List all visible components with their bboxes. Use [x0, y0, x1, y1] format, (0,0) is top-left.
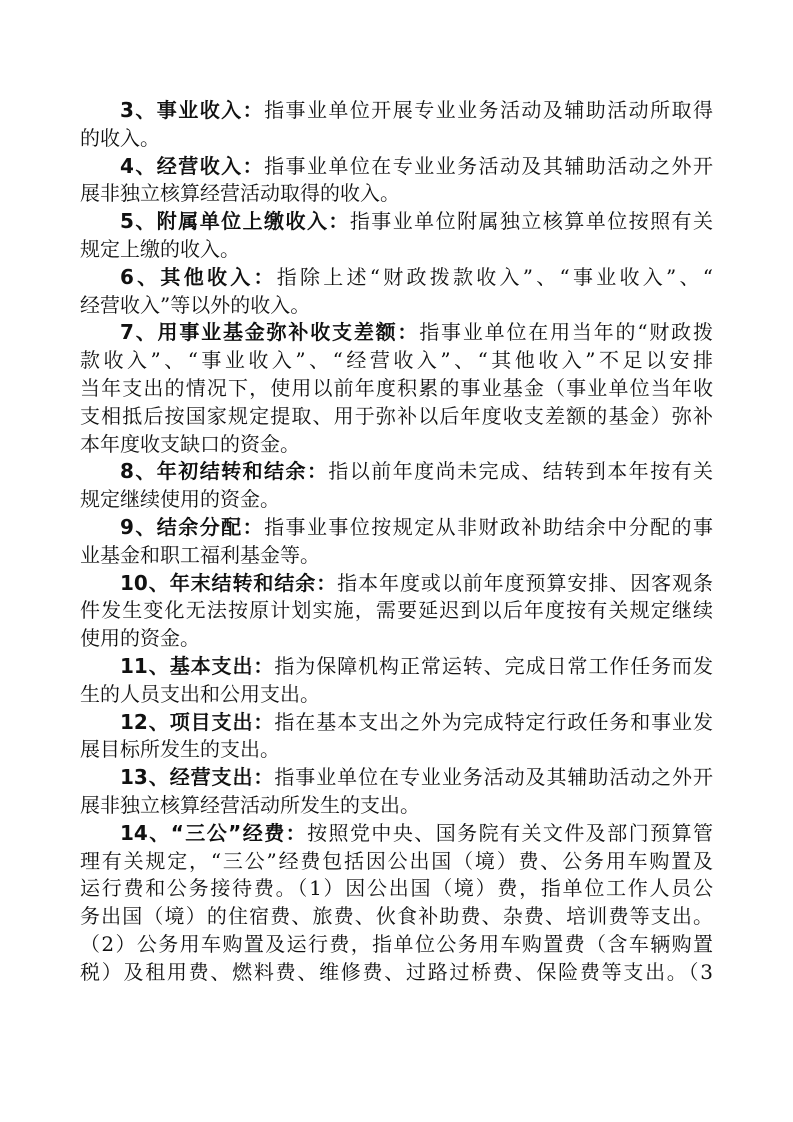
text-line	[80, 570, 713, 598]
text-line	[80, 903, 713, 931]
definition-paragraph	[80, 709, 713, 765]
term-text: 业基金和职工福利基金等。	[80, 542, 320, 567]
text-line	[80, 319, 713, 347]
text-line	[80, 931, 713, 959]
definition-paragraph	[80, 764, 713, 820]
definition-paragraph	[80, 319, 713, 458]
term-text: 指事业事位按规定从非财政补助结余中分配的事	[264, 514, 714, 539]
text-line	[80, 875, 713, 903]
text-line	[80, 431, 713, 459]
text-line	[80, 97, 713, 125]
term-label: 6、其他收入：	[120, 264, 277, 289]
definition-paragraph	[80, 570, 713, 653]
term-text: 生的人员支出和公用支出。	[80, 681, 320, 706]
text-line	[80, 403, 713, 431]
term-text: （2）公务用车购置及运行费，指单位公务用车购置费（含车辆购置	[80, 931, 713, 956]
definition-paragraph	[80, 653, 713, 709]
text-line	[80, 264, 713, 292]
term-label: 11、基本支出：	[120, 653, 275, 678]
term-text: 经营收入”等以外的收入。	[80, 292, 311, 317]
term-text: 运行费和公务接待费。（1）因公出国（境）费，指单位工作人员公	[80, 876, 713, 901]
definition-paragraph	[80, 264, 713, 320]
term-text: 支相抵后按国家规定提取、用于弥补以后年度收支差额的基金）弥补	[80, 403, 713, 428]
text-line	[80, 848, 713, 876]
term-text: 的收入。	[80, 125, 160, 150]
text-line	[80, 514, 713, 542]
text-line	[80, 292, 713, 320]
text-line	[80, 375, 713, 403]
text-line	[80, 681, 713, 709]
term-text: 指本年度或以前年度预算安排、因客观条	[337, 570, 713, 595]
term-text: 指除上述“财政拨款收入”、“事业收入”、“	[276, 264, 713, 289]
term-text: 指事业单位在专业业务活动及其辅助活动之外开	[274, 765, 713, 790]
term-text: 展非独立核算经营活动所发生的支出。	[80, 792, 420, 817]
term-text: 规定继续使用的资金。	[80, 487, 280, 512]
text-line	[80, 959, 713, 987]
term-text: 务出国（境）的住宿费、旅费、伙食补助费、杂费、培训费等支出。	[80, 904, 713, 929]
text-line	[80, 180, 713, 208]
text-line	[80, 486, 713, 514]
text-line	[80, 736, 713, 764]
text-line	[80, 625, 713, 653]
term-label: 13、经营支出：	[120, 765, 275, 790]
term-label: 9、结余分配：	[120, 514, 265, 539]
definition-paragraph	[80, 97, 713, 153]
term-label: 12、项目支出：	[120, 709, 275, 734]
term-text: 当年支出的情况下，使用以前年度积累的事业基金（事业单位当年收	[80, 375, 713, 400]
definition-paragraph	[80, 514, 713, 570]
text-line	[80, 709, 713, 737]
text-line	[80, 125, 713, 153]
definition-paragraph	[80, 820, 713, 987]
term-label: 14、“三公”经费：	[120, 820, 308, 845]
definition-paragraph	[80, 458, 713, 514]
term-text: 理有关规定，“三公”经费包括因公出国（境）费、公务用车购置及	[80, 848, 713, 873]
definition-paragraph	[80, 208, 713, 264]
term-label: 4、经营收入：	[120, 153, 265, 178]
term-text: 指为保障机构正常运转、完成日常工作任务而发	[274, 653, 713, 678]
term-text: 按照党中央、国务院有关文件及部门预算管	[307, 820, 714, 845]
term-text: 展目标所发生的支出。	[80, 737, 280, 762]
text-line	[80, 820, 713, 848]
definition-paragraph	[80, 153, 713, 209]
text-line	[80, 653, 713, 681]
term-text: 税）及租用费、燃料费、维修费、过路过桥费、保险费等支出。（3	[80, 959, 713, 984]
text-line	[80, 542, 713, 570]
term-text: 指事业单位在专业业务活动及其辅助活动之外开	[264, 153, 714, 178]
text-line	[80, 208, 713, 236]
term-text: 指事业单位开展专业业务活动及辅助活动所取得	[264, 98, 714, 122]
term-text: 指事业单位在用当年的“财政拨	[419, 320, 713, 345]
term-text: 款收入”、“事业收入”、“经营收入”、“其他收入”不足以安排	[80, 348, 713, 373]
term-text: 指事业单位附属独立核算单位按照有关	[349, 209, 714, 234]
text-line	[80, 458, 713, 486]
text-line	[80, 764, 713, 792]
text-line	[80, 347, 713, 375]
term-text: 件发生变化无法按原计划实施，需要延迟到以后年度按有关规定继续	[80, 598, 713, 623]
document-body	[80, 97, 713, 987]
term-text: 规定上缴的收入。	[80, 236, 240, 261]
term-text: 展非独立核算经营活动取得的收入。	[80, 181, 400, 206]
term-label: 7、用事业基金弥补收支差额：	[120, 320, 420, 345]
term-text: 使用的资金。	[80, 626, 200, 651]
term-text: 指以前年度尚未完成、结转到本年按有关	[328, 459, 713, 484]
term-label: 5、附属单位上缴收入：	[120, 209, 350, 234]
text-line	[80, 153, 713, 181]
text-line	[80, 597, 713, 625]
term-label: 3、事业收入：	[120, 98, 265, 122]
term-label: 8、年初结转和结余：	[120, 459, 329, 484]
term-label: 10、年末结转和结余：	[120, 570, 338, 595]
text-line	[80, 792, 713, 820]
text-line	[80, 236, 713, 264]
term-text: 指在基本支出之外为完成特定行政任务和事业发	[274, 709, 713, 734]
term-text: 本年度收支缺口的资金。	[80, 431, 300, 456]
